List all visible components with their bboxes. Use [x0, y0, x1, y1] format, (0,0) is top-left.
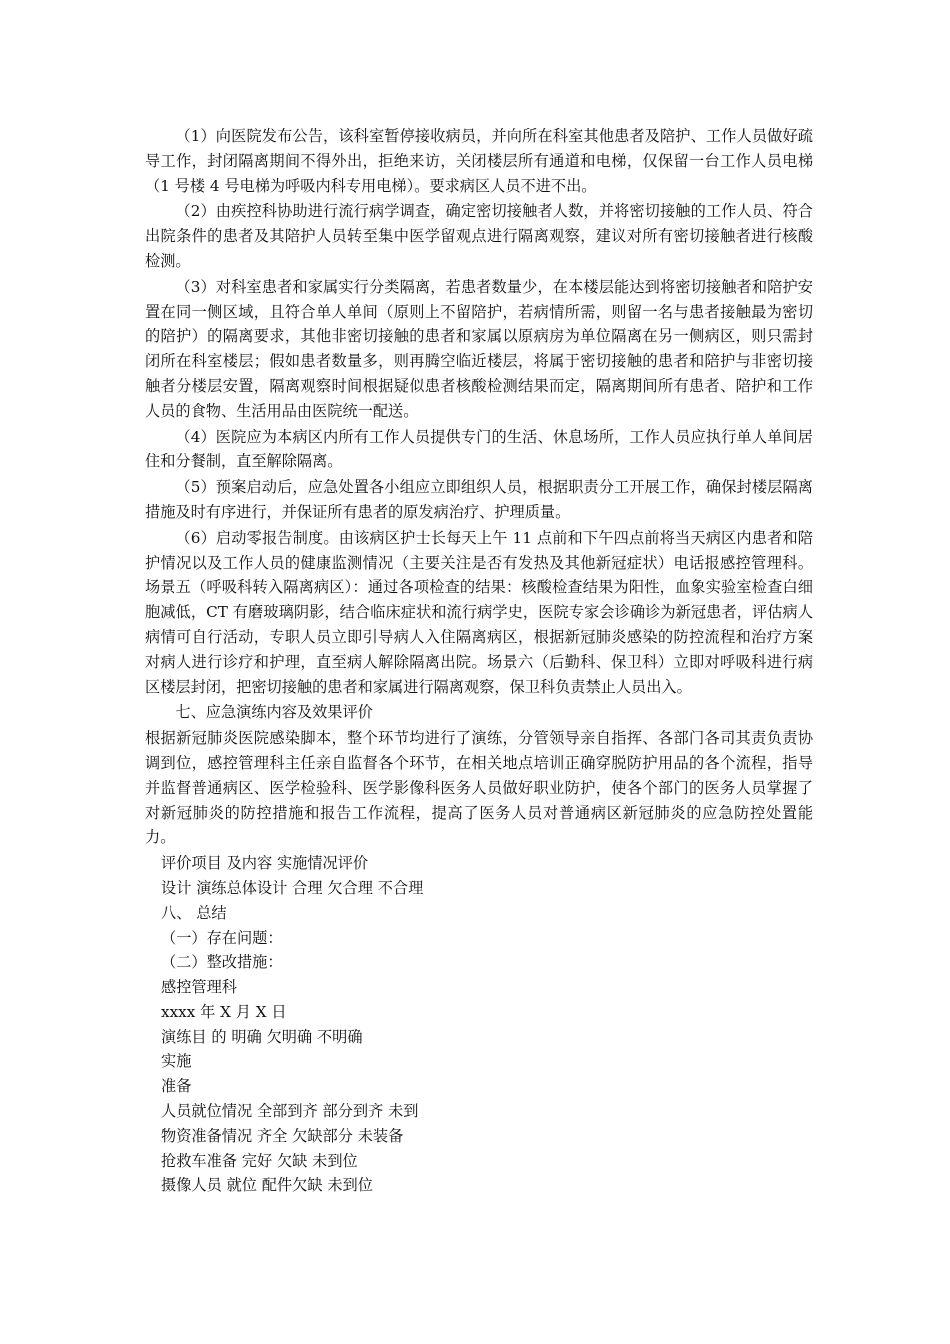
line-purpose: 演练目 的 明确 欠明确 不明确 — [161, 1027, 363, 1046]
paragraph-measure-6: （6）启动零报告制度。由该病区护士长每天上午 11 点前和下午四点前将当天病区内患者和陪护情况以及工作人员的健康监测情况（主要关注是否有发热及其他新冠症状）电话报感控管理科。场景五（呼吸科转入隔离病区）：通过各项检查的结果：核酸检查结果为阳性，血象实验室检查白细胞减低，CT 有磨玻璃阴影，结合临床症状和流行病学史，医院专家会诊确诊为新冠患者，评估病人病情可自行活动，专职人员立即引导病人入住隔离病区，根据新冠肺炎感染的防控流程和治疗方案对病人进行诊疗和护理，直至病人解除隔离出院。场景六（后勤科、保卫科）立即对呼吸科进行病区楼层封闭，把密切接触的患者和家属进行隔离观察，保卫科负责禁止人员出入。 — [145, 528, 813, 696]
line-camera-staff: 摄像人员 就位 配件欠缺 未到位 — [161, 1176, 373, 1195]
paragraph-measure-3: （3）对科室患者和家属实行分类隔离，若患者数量少，在本楼层能达到将密切接触者和陪护安置在同一侧区域，且符合单人单间（原则上不留陪护，若病情所需，则留一名与患者接触最为密切的陪护）的隔离要求，其他非密切接触的患者和家属以原病房为单位隔离在另一侧病区，则只需封闭所在科室楼层；假如患者数量多，则再腾空临近楼层，将属于密切接触的患者和陪护与非密切接触者分楼层安置，隔离观察时间根据疑似患者核酸检测结果而定，隔离期间所有患者、陪护和工作人员的食物、生活用品由医院统一配送。 — [145, 277, 813, 420]
section-heading-7: 七、应急演练内容及效果评价 — [175, 703, 373, 722]
line-design: 设计 演练总体设计 合理 欠合理 不合理 — [161, 878, 424, 897]
line-problems: （一）存在问题： — [161, 928, 283, 947]
paragraph-measure-5: （5）预案启动后，应急处置各小组应立即组织人员，根据职责分工开展工作，确保封楼层隔离措施及时有序进行，并保证所有患者的原发病治疗、护理质量。 — [145, 478, 813, 521]
line-preparation: 准备 — [161, 1077, 192, 1096]
line-measures: （二）整改措施： — [161, 953, 283, 972]
line-materials: 物资准备情况 齐全 欠缺部分 未装备 — [161, 1126, 404, 1145]
paragraph-measure-1: （1）向医院发布公告，该科室暂停接收病员，并向所在科室其他患者及陪护、工作人员做好疏导工作，封闭隔离期间不得外出，拒绝来访，关闭楼层所有通道和电梯，仅保留一台工作人员电梯（1 号楼 4 号电梯为呼吸内科专用电梯）。要求病区人员不进不出。 — [145, 127, 813, 195]
line-date: xxxx 年 X 月 X 日 — [161, 1002, 287, 1021]
paragraph-measure-4: （4）医院应为本病区内所有工作人员提供专门的生活、休息场所，工作人员应执行单人单间居住和分餐制，直至解除隔离。 — [145, 427, 813, 471]
line-ambulance-cart: 抢救车准备 完好 欠缺 未到位 — [161, 1151, 358, 1170]
paragraph-evaluation: 根据新冠肺炎医院感染脚本，整个环节均进行了演练，分管领导亲自指挥、各部门各司其责负责协调到位，感控管理科主任亲自监督各个环节，在相关地点培训正确穿脱防护用品的各个流程，指导并监督普通病区、医学检验科、医学影像科医务人员做好职业防护，使各个部门的医务人员掌握了对新冠肺炎的防控措施和报告工作流程，提高了医务人员对普通病区新冠肺炎的应急防控处置能力。 — [145, 729, 813, 847]
line-department: 感控管理科 — [161, 978, 237, 997]
line-eval-header: 评价项目 及内容 实施情况评价 — [161, 854, 369, 873]
line-personnel: 人员就位情况 全部到齐 部分到齐 未到 — [161, 1102, 419, 1121]
document-body — [145, 124, 813, 1198]
paragraph-measure-2: （2）由疾控科协助进行流行病学调查，确定密切接触者人数，并将密切接触的工作人员、符合出院条件的患者及其陪护人员转至集中医学留观点进行隔离观察，建议对所有密切接触者进行核酸检测。 — [145, 202, 813, 270]
line-implementation: 实施 — [161, 1052, 192, 1071]
evaluation-lines — [145, 851, 813, 1198]
line-summary-heading: 八、 总结 — [161, 903, 227, 922]
